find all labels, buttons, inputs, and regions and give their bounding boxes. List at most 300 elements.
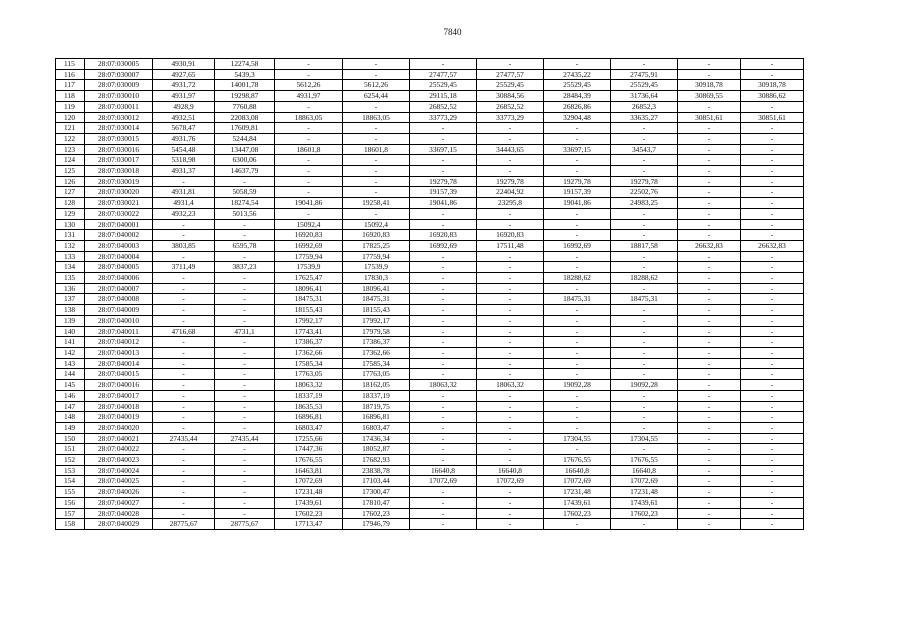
value-cell: - — [678, 508, 741, 519]
value-cell: - — [678, 412, 741, 423]
value-cell: - — [343, 123, 410, 134]
value-cell: - — [741, 219, 804, 230]
value-cell: - — [678, 487, 741, 498]
table-row — [56, 326, 804, 337]
value-cell: 17362,66 — [275, 347, 343, 358]
value-cell: 5439,3 — [215, 69, 275, 80]
value-cell: - — [678, 476, 741, 487]
value-cell: 18063,32 — [275, 380, 343, 391]
table-row — [56, 123, 804, 134]
value-cell: - — [678, 273, 741, 284]
value-cell: 18475,31 — [611, 294, 678, 305]
value-cell: - — [410, 262, 477, 273]
value-cell: - — [678, 380, 741, 391]
value-cell: - — [275, 187, 343, 198]
value-cell: 18601,8 — [343, 144, 410, 155]
row-index-cell: 129 — [56, 208, 85, 219]
value-cell: 31736,64 — [611, 91, 678, 102]
value-cell: - — [678, 326, 741, 337]
value-cell: - — [215, 219, 275, 230]
value-cell: - — [741, 401, 804, 412]
table-body — [56, 59, 804, 530]
value-cell: 17713,47 — [275, 519, 343, 530]
value-cell: 16920,83 — [343, 230, 410, 241]
value-cell: - — [611, 444, 678, 455]
table-row — [56, 358, 804, 369]
value-cell: 4931,4 — [153, 198, 215, 209]
cadastral-number-cell: 28:07:030007 — [85, 69, 153, 80]
value-cell: 19092,28 — [611, 380, 678, 391]
value-cell: 25529,45 — [611, 80, 678, 91]
row-index-cell: 142 — [56, 347, 85, 358]
value-cell: - — [477, 422, 544, 433]
value-cell: 17992,17 — [343, 315, 410, 326]
value-cell: - — [153, 422, 215, 433]
value-cell: 17682,93 — [343, 455, 410, 466]
value-cell: 4927,65 — [153, 69, 215, 80]
row-index-cell: 125 — [56, 166, 85, 177]
table-row — [56, 230, 804, 241]
value-cell: - — [477, 219, 544, 230]
value-cell: - — [153, 380, 215, 391]
value-cell: - — [275, 176, 343, 187]
value-cell: 18288,62 — [611, 273, 678, 284]
cadastral-number-cell: 28:07:040015 — [85, 369, 153, 380]
value-cell: - — [611, 358, 678, 369]
table-row — [56, 240, 804, 251]
value-cell: 26852,52 — [410, 101, 477, 112]
value-cell: - — [153, 176, 215, 187]
value-cell: 16920,83 — [477, 230, 544, 241]
cadastral-number-cell: 28:07:030016 — [85, 144, 153, 155]
value-cell: - — [215, 380, 275, 391]
value-cell: - — [153, 487, 215, 498]
value-cell: - — [678, 465, 741, 476]
value-cell: - — [741, 133, 804, 144]
value-cell: 17743,41 — [275, 326, 343, 337]
table-row — [56, 444, 804, 455]
row-index-cell: 157 — [56, 508, 85, 519]
value-cell: - — [477, 326, 544, 337]
cadastral-number-cell: 28:07:030018 — [85, 166, 153, 177]
value-cell: - — [343, 155, 410, 166]
value-cell: 33697,15 — [410, 144, 477, 155]
value-cell: - — [544, 155, 611, 166]
value-cell: - — [343, 208, 410, 219]
value-cell: - — [741, 230, 804, 241]
value-cell: - — [343, 133, 410, 144]
value-cell: - — [410, 369, 477, 380]
value-cell: - — [741, 208, 804, 219]
cadastral-number-cell: 28:07:040005 — [85, 262, 153, 273]
table-row — [56, 91, 804, 102]
table-row — [56, 155, 804, 166]
row-index-cell: 133 — [56, 251, 85, 262]
value-cell: 19258,41 — [343, 198, 410, 209]
row-index-cell: 116 — [56, 69, 85, 80]
value-cell: 19041,86 — [275, 198, 343, 209]
value-cell: 17676,55 — [611, 455, 678, 466]
row-index-cell: 152 — [56, 455, 85, 466]
value-cell: - — [741, 59, 804, 70]
value-cell: - — [741, 305, 804, 316]
cadastral-number-cell: 28:07:030017 — [85, 155, 153, 166]
value-cell: - — [741, 315, 804, 326]
value-cell: - — [544, 412, 611, 423]
table-row — [56, 455, 804, 466]
value-cell: 17602,23 — [611, 508, 678, 519]
value-cell: 16640,8 — [611, 465, 678, 476]
value-cell: 34543,7 — [611, 144, 678, 155]
value-cell: - — [678, 497, 741, 508]
value-cell: - — [215, 401, 275, 412]
value-cell: - — [477, 347, 544, 358]
value-cell: - — [410, 390, 477, 401]
value-cell: - — [343, 59, 410, 70]
value-cell: 18863,05 — [343, 112, 410, 123]
value-cell: 17676,55 — [544, 455, 611, 466]
cadastral-number-cell: 28:07:040027 — [85, 497, 153, 508]
table-row — [56, 283, 804, 294]
row-index-cell: 134 — [56, 262, 85, 273]
cadastral-number-cell: 28:07:040009 — [85, 305, 153, 316]
value-cell: 17585,34 — [343, 358, 410, 369]
value-cell: - — [611, 390, 678, 401]
value-cell: - — [678, 455, 741, 466]
value-cell: - — [741, 347, 804, 358]
value-cell: - — [477, 433, 544, 444]
value-cell: - — [410, 208, 477, 219]
value-cell: - — [153, 508, 215, 519]
row-index-cell: 141 — [56, 337, 85, 348]
value-cell: 27435,22 — [544, 69, 611, 80]
value-cell: - — [215, 347, 275, 358]
value-cell: - — [410, 305, 477, 316]
value-cell: - — [410, 422, 477, 433]
value-cell: - — [275, 123, 343, 134]
row-index-cell: 153 — [56, 465, 85, 476]
cadastral-number-cell: 28:07:030019 — [85, 176, 153, 187]
data-table — [55, 58, 804, 530]
cadastral-number-cell: 28:07:030020 — [85, 187, 153, 198]
value-cell: - — [544, 166, 611, 177]
value-cell: - — [215, 230, 275, 241]
value-cell: 19279,78 — [611, 176, 678, 187]
cadastral-number-cell: 28:07:040006 — [85, 273, 153, 284]
cadastral-number-cell: 28:07:030010 — [85, 91, 153, 102]
value-cell: 17539,9 — [275, 262, 343, 273]
value-cell: - — [410, 133, 477, 144]
value-cell: 17439,61 — [611, 497, 678, 508]
value-cell: 16992,69 — [544, 240, 611, 251]
value-cell: 4931,97 — [153, 91, 215, 102]
cadastral-number-cell: 28:07:040011 — [85, 326, 153, 337]
value-cell: - — [678, 219, 741, 230]
row-index-cell: 128 — [56, 198, 85, 209]
value-cell: - — [215, 487, 275, 498]
value-cell: - — [611, 369, 678, 380]
value-cell: - — [153, 305, 215, 316]
row-index-cell: 150 — [56, 433, 85, 444]
value-cell: - — [678, 433, 741, 444]
value-cell: - — [343, 69, 410, 80]
value-cell: - — [215, 176, 275, 187]
value-cell: 23838,78 — [343, 465, 410, 476]
value-cell: 19157,39 — [410, 187, 477, 198]
value-cell: 25529,45 — [410, 80, 477, 91]
value-cell: 19298,87 — [215, 91, 275, 102]
value-cell: - — [544, 444, 611, 455]
value-cell: - — [153, 294, 215, 305]
value-cell: - — [477, 337, 544, 348]
value-cell: - — [544, 208, 611, 219]
value-cell: 17539,9 — [343, 262, 410, 273]
row-index-cell: 135 — [56, 273, 85, 284]
table-row — [56, 519, 804, 530]
value-cell: - — [741, 326, 804, 337]
value-cell: - — [741, 155, 804, 166]
value-cell: - — [611, 401, 678, 412]
value-cell: 16640,8 — [544, 465, 611, 476]
value-cell: 17676,55 — [275, 455, 343, 466]
value-cell: 26632,83 — [741, 240, 804, 251]
value-cell: 4931,97 — [275, 91, 343, 102]
value-cell: - — [741, 455, 804, 466]
value-cell: 5244,84 — [215, 133, 275, 144]
value-cell: 16640,8 — [410, 465, 477, 476]
row-index-cell: 151 — [56, 444, 85, 455]
value-cell: - — [410, 347, 477, 358]
value-cell: - — [153, 347, 215, 358]
value-cell: 25529,45 — [477, 80, 544, 91]
value-cell: 3837,23 — [215, 262, 275, 273]
cadastral-number-cell: 28:07:040003 — [85, 240, 153, 251]
value-cell: 17072,69 — [544, 476, 611, 487]
value-cell: - — [544, 358, 611, 369]
value-cell: 17810,47 — [343, 497, 410, 508]
value-cell: - — [153, 337, 215, 348]
value-cell: - — [410, 508, 477, 519]
value-cell: - — [153, 358, 215, 369]
value-cell: 4731,1 — [215, 326, 275, 337]
value-cell: 17830,3 — [343, 273, 410, 284]
value-cell: 28484,39 — [544, 91, 611, 102]
value-cell: - — [477, 283, 544, 294]
value-cell: - — [741, 251, 804, 262]
value-cell: - — [410, 59, 477, 70]
value-cell: 16896,81 — [275, 412, 343, 423]
value-cell: - — [275, 59, 343, 70]
value-cell: - — [611, 123, 678, 134]
value-cell: - — [678, 519, 741, 530]
value-cell: - — [611, 230, 678, 241]
table-row — [56, 401, 804, 412]
value-cell: - — [343, 166, 410, 177]
value-cell: - — [153, 219, 215, 230]
cadastral-number-cell: 28:07:040013 — [85, 347, 153, 358]
value-cell: 6300,06 — [215, 155, 275, 166]
value-cell: 19041,86 — [544, 198, 611, 209]
value-cell: 14001,78 — [215, 80, 275, 91]
row-index-cell: 147 — [56, 401, 85, 412]
value-cell: - — [544, 59, 611, 70]
value-cell: 15092,4 — [275, 219, 343, 230]
table-row — [56, 144, 804, 155]
value-cell: 18288,62 — [544, 273, 611, 284]
value-cell: - — [477, 390, 544, 401]
value-cell: - — [215, 305, 275, 316]
cadastral-number-cell: 28:07:040028 — [85, 508, 153, 519]
value-cell: - — [410, 155, 477, 166]
value-cell: - — [741, 262, 804, 273]
value-cell: 19279,78 — [477, 176, 544, 187]
value-cell: - — [477, 294, 544, 305]
row-index-cell: 123 — [56, 144, 85, 155]
value-cell: - — [544, 337, 611, 348]
value-cell: 32904,48 — [544, 112, 611, 123]
table-row — [56, 412, 804, 423]
value-cell: - — [741, 508, 804, 519]
value-cell: 18096,41 — [275, 283, 343, 294]
cadastral-number-cell: 28:07:030011 — [85, 101, 153, 112]
value-cell: 17231,48 — [611, 487, 678, 498]
value-cell: - — [477, 412, 544, 423]
value-cell: - — [477, 123, 544, 134]
value-cell: 30851,61 — [741, 112, 804, 123]
row-index-cell: 121 — [56, 123, 85, 134]
value-cell: - — [544, 519, 611, 530]
cadastral-number-cell: 28:07:040014 — [85, 358, 153, 369]
row-index-cell: 117 — [56, 80, 85, 91]
value-cell: 16803,47 — [275, 422, 343, 433]
value-cell: 17231,48 — [275, 487, 343, 498]
row-index-cell: 130 — [56, 219, 85, 230]
value-cell: - — [477, 208, 544, 219]
value-cell: 5612,26 — [275, 80, 343, 91]
value-cell: 18063,32 — [410, 380, 477, 391]
cadastral-number-cell: 28:07:040022 — [85, 444, 153, 455]
value-cell: - — [611, 315, 678, 326]
value-cell: 4931,76 — [153, 133, 215, 144]
value-cell: - — [215, 465, 275, 476]
value-cell: 16463,81 — [275, 465, 343, 476]
cadastral-number-cell: 28:07:040020 — [85, 422, 153, 433]
value-cell: 17447,36 — [275, 444, 343, 455]
value-cell: - — [741, 198, 804, 209]
value-cell: 16992,69 — [275, 240, 343, 251]
value-cell: 17231,48 — [544, 487, 611, 498]
value-cell: 3711,49 — [153, 262, 215, 273]
value-cell: 26852,3 — [611, 101, 678, 112]
row-index-cell: 118 — [56, 91, 85, 102]
value-cell: - — [477, 369, 544, 380]
value-cell: 16640,8 — [477, 465, 544, 476]
value-cell: 18475,31 — [544, 294, 611, 305]
value-cell: - — [544, 390, 611, 401]
value-cell: - — [741, 166, 804, 177]
table-row — [56, 487, 804, 498]
row-index-cell: 145 — [56, 380, 85, 391]
table-row — [56, 347, 804, 358]
value-cell: - — [153, 251, 215, 262]
value-cell: - — [477, 166, 544, 177]
value-cell: 22502,76 — [611, 187, 678, 198]
cadastral-number-cell: 28:07:040007 — [85, 283, 153, 294]
value-cell: - — [544, 326, 611, 337]
value-cell: - — [477, 401, 544, 412]
value-cell: - — [410, 251, 477, 262]
value-cell: 28775,67 — [215, 519, 275, 530]
value-cell: - — [544, 401, 611, 412]
value-cell: 18475,31 — [275, 294, 343, 305]
value-cell: 5454,48 — [153, 144, 215, 155]
cadastral-number-cell: 28:07:040001 — [85, 219, 153, 230]
value-cell: - — [153, 497, 215, 508]
value-cell: 17759,94 — [343, 251, 410, 262]
value-cell: - — [611, 422, 678, 433]
row-index-cell: 138 — [56, 305, 85, 316]
value-cell: - — [410, 444, 477, 455]
table-row — [56, 251, 804, 262]
value-cell: - — [410, 497, 477, 508]
value-cell: 6254,44 — [343, 91, 410, 102]
value-cell: 4932,23 — [153, 208, 215, 219]
value-cell: 30884,56 — [477, 91, 544, 102]
value-cell: - — [611, 155, 678, 166]
value-cell: 17436,34 — [343, 433, 410, 444]
row-index-cell: 115 — [56, 59, 85, 70]
value-cell: 4928,9 — [153, 101, 215, 112]
value-cell: - — [741, 294, 804, 305]
value-cell: - — [678, 337, 741, 348]
value-cell: 26632,83 — [678, 240, 741, 251]
value-cell: 7760,88 — [215, 101, 275, 112]
value-cell: - — [741, 497, 804, 508]
value-cell: 5612,26 — [343, 80, 410, 91]
value-cell: 15092,4 — [343, 219, 410, 230]
value-cell: - — [544, 262, 611, 273]
value-cell: - — [153, 369, 215, 380]
value-cell: 5058,59 — [215, 187, 275, 198]
cadastral-number-cell: 28:07:040019 — [85, 412, 153, 423]
value-cell: 33635,27 — [611, 112, 678, 123]
value-cell: - — [611, 251, 678, 262]
value-cell: - — [611, 283, 678, 294]
value-cell: 27477,57 — [410, 69, 477, 80]
value-cell: - — [741, 283, 804, 294]
value-cell: - — [275, 133, 343, 144]
value-cell: 4931,81 — [153, 187, 215, 198]
value-cell: - — [544, 305, 611, 316]
value-cell: - — [215, 508, 275, 519]
table-row — [56, 305, 804, 316]
value-cell: - — [678, 187, 741, 198]
value-cell: 16896,81 — [343, 412, 410, 423]
value-cell: - — [741, 101, 804, 112]
table-row — [56, 59, 804, 70]
value-cell: 17072,69 — [611, 476, 678, 487]
value-cell: - — [741, 187, 804, 198]
table-row — [56, 497, 804, 508]
value-cell: - — [611, 305, 678, 316]
value-cell: - — [215, 369, 275, 380]
table-row — [56, 508, 804, 519]
value-cell: - — [678, 176, 741, 187]
cadastral-number-cell: 28:07:040018 — [85, 401, 153, 412]
cadastral-number-cell: 28:07:040016 — [85, 380, 153, 391]
value-cell: 12274,58 — [215, 59, 275, 70]
value-cell: - — [611, 59, 678, 70]
